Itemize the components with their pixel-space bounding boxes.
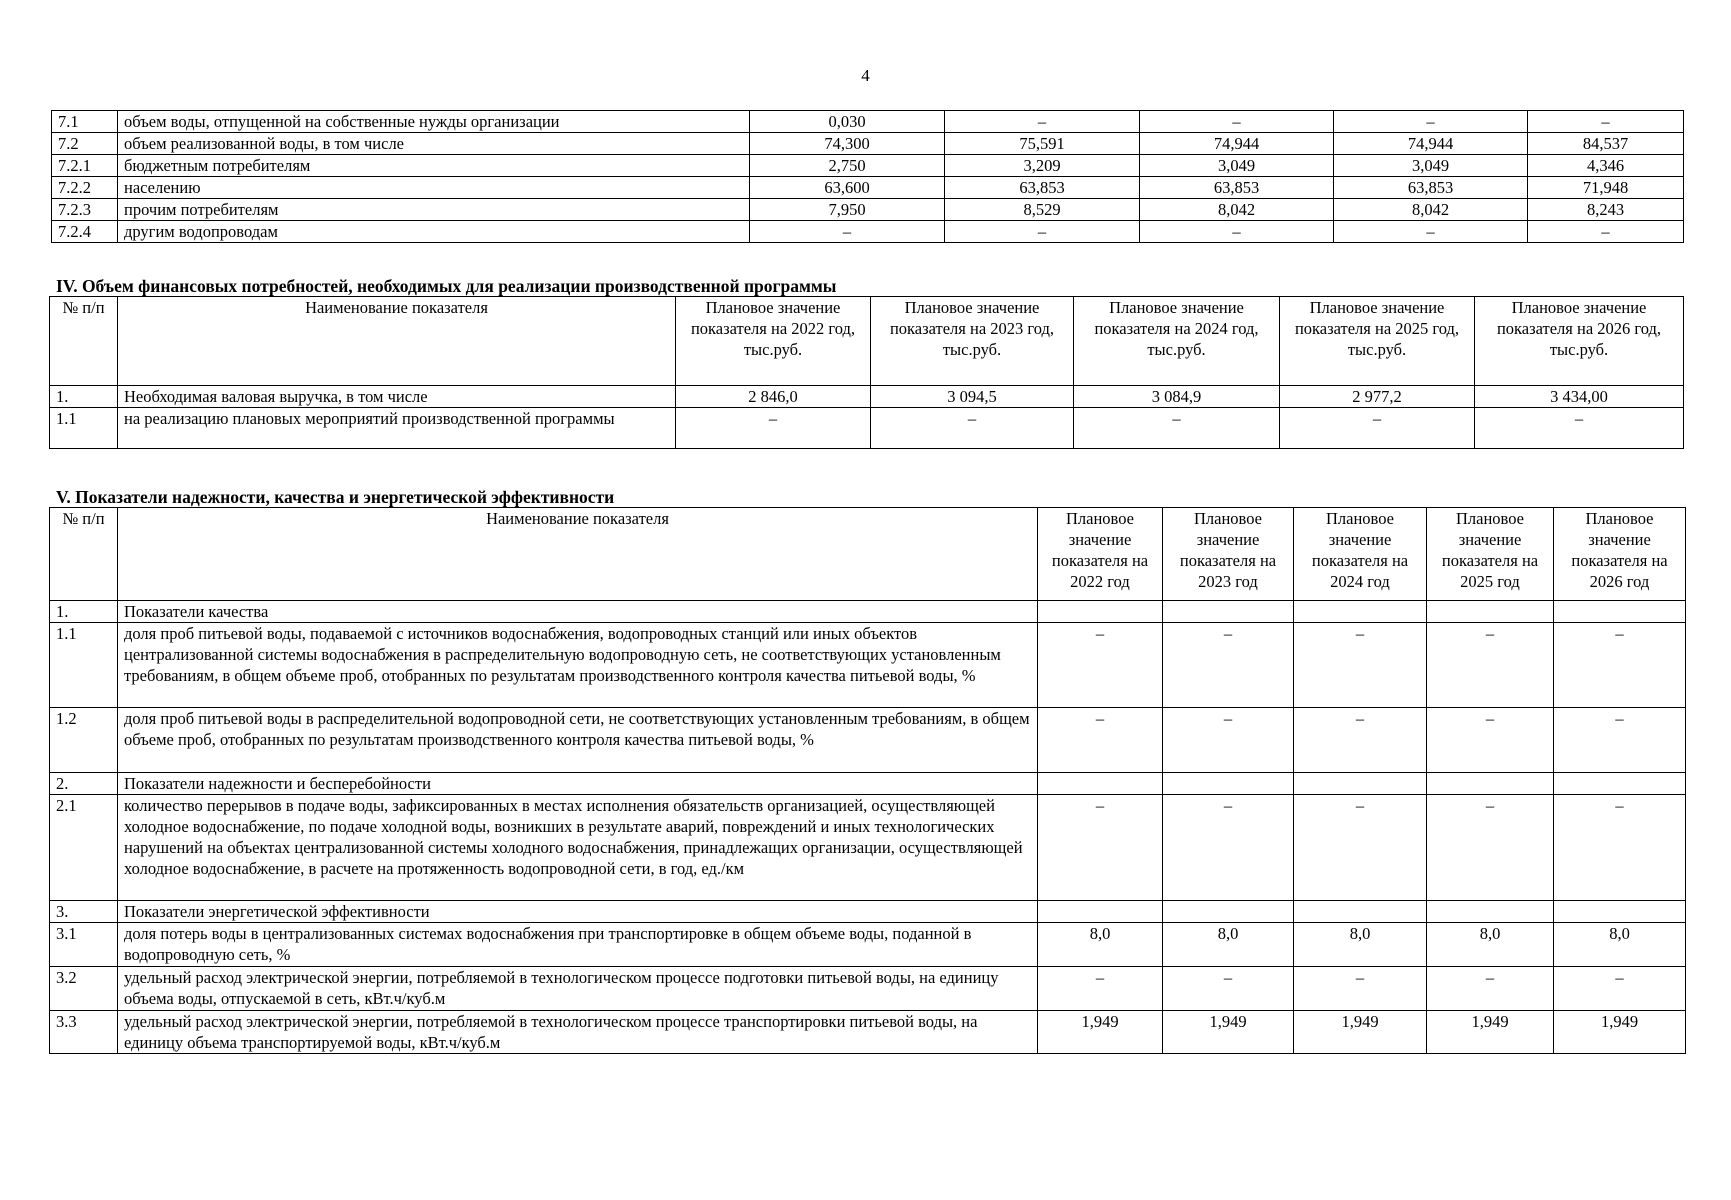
value-cell: – bbox=[1038, 708, 1163, 773]
value-cell: 3,209 bbox=[945, 155, 1140, 177]
value-cell: – bbox=[1038, 795, 1163, 901]
table-header-row bbox=[50, 297, 1684, 386]
value-cell: 63,600 bbox=[750, 177, 945, 199]
table-row bbox=[50, 795, 1686, 901]
value-cell: 3 084,9 bbox=[1074, 386, 1280, 408]
value-cell bbox=[1038, 773, 1163, 795]
row-number-cell: 2.1 bbox=[50, 795, 118, 901]
value-cell: – bbox=[1554, 795, 1686, 901]
value-cell: 7,950 bbox=[750, 199, 945, 221]
value-cell: – bbox=[1554, 708, 1686, 773]
table-row bbox=[50, 386, 1684, 408]
value-cell bbox=[1427, 901, 1554, 923]
row-number-cell: 1.1 bbox=[50, 623, 118, 708]
row-number-cell: 1.1 bbox=[50, 408, 118, 449]
row-name-cell: Показатели надежности и бесперебойности bbox=[118, 773, 1038, 795]
value-cell bbox=[1294, 901, 1427, 923]
value-cell: – bbox=[1074, 408, 1280, 449]
row-number-cell: 1. bbox=[50, 601, 118, 623]
value-cell: – bbox=[1427, 795, 1554, 901]
value-cell: 84,537 bbox=[1528, 133, 1684, 155]
value-cell: – bbox=[1038, 967, 1163, 1011]
col-header-num: № п/п bbox=[50, 297, 118, 386]
table-row bbox=[50, 623, 1686, 708]
value-cell: 63,853 bbox=[1140, 177, 1334, 199]
value-cell bbox=[1554, 901, 1686, 923]
value-cell: – bbox=[1038, 623, 1163, 708]
row-name-cell: другим водопроводам bbox=[118, 221, 750, 243]
value-cell: 0,030 bbox=[750, 111, 945, 133]
row-name-cell: доля проб питьевой воды в распределительной водопроводной сети, не соответствующих установленным требованиям, в общем объеме проб, отобранных по результатам производственного контроля качества питьевой воды, % bbox=[118, 708, 1038, 773]
table-row bbox=[50, 408, 1684, 449]
row-number-cell: 7.2.1 bbox=[52, 155, 118, 177]
value-cell: – bbox=[1528, 111, 1684, 133]
row-number-cell: 3.2 bbox=[50, 967, 118, 1011]
table-row bbox=[50, 901, 1686, 923]
row-name-cell: объем воды, отпущенной на собственные нужды организации bbox=[118, 111, 750, 133]
value-cell: – bbox=[1280, 408, 1475, 449]
value-cell: – bbox=[1140, 221, 1334, 243]
water-volume-table bbox=[51, 110, 1684, 243]
col-header-name: Наименование показателя bbox=[118, 297, 676, 386]
value-cell: – bbox=[1163, 795, 1294, 901]
section-4-title: IV. Объем финансовых потребностей, необходимых для реализации производственной программы bbox=[56, 276, 837, 296]
col-header-name: Наименование показателя bbox=[118, 508, 1038, 601]
page-number: 4 bbox=[861, 66, 870, 85]
value-cell: 1,949 bbox=[1554, 1011, 1686, 1054]
value-cell: 8,042 bbox=[1140, 199, 1334, 221]
value-cell: – bbox=[676, 408, 871, 449]
row-name-cell: объем реализованной воды, в том числе bbox=[118, 133, 750, 155]
value-cell: 8,529 bbox=[945, 199, 1140, 221]
value-cell: 8,042 bbox=[1334, 199, 1528, 221]
row-number-cell: 1. bbox=[50, 386, 118, 408]
value-cell: – bbox=[1334, 221, 1528, 243]
value-cell: – bbox=[1294, 967, 1427, 1011]
value-cell bbox=[1038, 601, 1163, 623]
row-name-cell: удельный расход электрической энергии, потребляемой в технологическом процессе подготовки питьевой воды, на единицу объема воды, отпускаемой в сеть, кВт.ч/куб.м bbox=[118, 967, 1038, 1011]
table-row bbox=[50, 708, 1686, 773]
col-header-2023: Плановое значение показателя на 2023 год bbox=[1163, 508, 1294, 601]
value-cell: 74,944 bbox=[1140, 133, 1334, 155]
value-cell bbox=[1294, 773, 1427, 795]
row-number-cell: 7.1 bbox=[52, 111, 118, 133]
value-cell: – bbox=[1427, 967, 1554, 1011]
value-cell bbox=[1294, 601, 1427, 623]
row-number-cell: 7.2 bbox=[52, 133, 118, 155]
value-cell bbox=[1163, 773, 1294, 795]
value-cell: 63,853 bbox=[1334, 177, 1528, 199]
col-header-num: № п/п bbox=[50, 508, 118, 601]
col-header-2024: Плановое значение показателя на 2024 год bbox=[1294, 508, 1427, 601]
table-row bbox=[50, 1011, 1686, 1054]
row-name-cell: прочим потребителям bbox=[118, 199, 750, 221]
row-name-cell: Показатели качества bbox=[118, 601, 1038, 623]
value-cell: 2,750 bbox=[750, 155, 945, 177]
value-cell: – bbox=[945, 111, 1140, 133]
value-cell bbox=[1554, 773, 1686, 795]
table-row bbox=[52, 111, 1684, 133]
value-cell: 63,853 bbox=[945, 177, 1140, 199]
value-cell: 8,0 bbox=[1427, 923, 1554, 967]
value-cell: 3 434,00 bbox=[1475, 386, 1684, 408]
value-cell: 1,949 bbox=[1163, 1011, 1294, 1054]
value-cell: – bbox=[1427, 623, 1554, 708]
value-cell: 1,949 bbox=[1427, 1011, 1554, 1054]
row-name-cell: количество перерывов в подаче воды, зафиксированных в местах исполнения обязательств организацией, осуществляющей холодное водоснабжение, по подаче холодной воды, возникших в результате аварий, повреждений и иных технологических нарушений на объектах централизованной системы холодного водоснабжения, принадлежащих организации, осуществляющей холодное водоснабжение, в расчете на протяженность водопроводной сети, в год, ед./км bbox=[118, 795, 1038, 901]
value-cell bbox=[1427, 773, 1554, 795]
col-header-2022: Плановое значение показателя на 2022 год bbox=[1038, 508, 1163, 601]
value-cell: 2 846,0 bbox=[676, 386, 871, 408]
value-cell: 8,0 bbox=[1554, 923, 1686, 967]
table-row bbox=[50, 773, 1686, 795]
col-header-2024: Плановое значение показателя на 2024 год, тыс.руб. bbox=[1074, 297, 1280, 386]
value-cell: – bbox=[945, 221, 1140, 243]
value-cell: 75,591 bbox=[945, 133, 1140, 155]
value-cell: – bbox=[1554, 623, 1686, 708]
row-number-cell: 7.2.4 bbox=[52, 221, 118, 243]
col-header-2025: Плановое значение показателя на 2025 год, тыс.руб. bbox=[1280, 297, 1475, 386]
row-number-cell: 3. bbox=[50, 901, 118, 923]
value-cell: 4,346 bbox=[1528, 155, 1684, 177]
value-cell: 8,243 bbox=[1528, 199, 1684, 221]
value-cell: – bbox=[1163, 708, 1294, 773]
col-header-2026: Плановое значение показателя на 2026 год, тыс.руб. bbox=[1475, 297, 1684, 386]
value-cell bbox=[1427, 601, 1554, 623]
row-name-cell: Необходимая валовая выручка, в том числе bbox=[118, 386, 676, 408]
row-number-cell: 3.1 bbox=[50, 923, 118, 967]
value-cell: – bbox=[1163, 967, 1294, 1011]
row-number-cell: 3.3 bbox=[50, 1011, 118, 1054]
value-cell: 74,300 bbox=[750, 133, 945, 155]
value-cell: – bbox=[1163, 623, 1294, 708]
table-row bbox=[52, 199, 1684, 221]
value-cell: 1,949 bbox=[1294, 1011, 1427, 1054]
value-cell: 1,949 bbox=[1038, 1011, 1163, 1054]
value-cell: 71,948 bbox=[1528, 177, 1684, 199]
row-name-cell: на реализацию плановых мероприятий производственной программы bbox=[118, 408, 676, 449]
value-cell: – bbox=[1427, 708, 1554, 773]
table-row bbox=[52, 155, 1684, 177]
row-name-cell: доля потерь воды в централизованных системах водоснабжения при транспортировке в общем объеме воды, поданной в водопроводную сеть, % bbox=[118, 923, 1038, 967]
col-header-2026: Плановое значение показателя на 2026 год bbox=[1554, 508, 1686, 601]
table-row bbox=[50, 601, 1686, 623]
row-name-cell: доля проб питьевой воды, подаваемой с источников водоснабжения, водопроводных станций или иных объектов централизованной системы водоснабжения в распределительную водопроводную сеть, не соответствующих установленным требованиям, в общем объеме проб, отобранных по результатам производственного контроля качества питьевой воды, % bbox=[118, 623, 1038, 708]
value-cell: – bbox=[1334, 111, 1528, 133]
value-cell: – bbox=[1554, 967, 1686, 1011]
col-header-2023: Плановое значение показателя на 2023 год, тыс.руб. bbox=[871, 297, 1074, 386]
table-header-row bbox=[50, 508, 1686, 601]
table-row bbox=[50, 967, 1686, 1011]
row-name-cell: удельный расход электрической энергии, потребляемой в технологическом процессе транспортировки питьевой воды, на единицу объема транспортируемой воды, кВт.ч/куб.м bbox=[118, 1011, 1038, 1054]
table-row bbox=[52, 133, 1684, 155]
value-cell: 8,0 bbox=[1163, 923, 1294, 967]
table-row bbox=[52, 221, 1684, 243]
row-name-cell: населению bbox=[118, 177, 750, 199]
value-cell bbox=[1038, 901, 1163, 923]
col-header-2022: Плановое значение показателя на 2022 год, тыс.руб. bbox=[676, 297, 871, 386]
value-cell bbox=[1163, 601, 1294, 623]
reliability-quality-table bbox=[49, 507, 1686, 1054]
value-cell: 8,0 bbox=[1294, 923, 1427, 967]
section-5-title: V. Показатели надежности, качества и энергетической эффективности bbox=[56, 487, 615, 507]
value-cell bbox=[1554, 601, 1686, 623]
financial-needs-table bbox=[49, 296, 1684, 449]
row-number-cell: 1.2 bbox=[50, 708, 118, 773]
value-cell: 3 094,5 bbox=[871, 386, 1074, 408]
value-cell: – bbox=[750, 221, 945, 243]
value-cell: 3,049 bbox=[1334, 155, 1528, 177]
table-row bbox=[52, 177, 1684, 199]
value-cell: – bbox=[1294, 795, 1427, 901]
row-number-cell: 7.2.2 bbox=[52, 177, 118, 199]
value-cell: – bbox=[1294, 708, 1427, 773]
value-cell: – bbox=[1528, 221, 1684, 243]
row-number-cell: 7.2.3 bbox=[52, 199, 118, 221]
row-name-cell: Показатели энергетической эффективности bbox=[118, 901, 1038, 923]
value-cell: 3,049 bbox=[1140, 155, 1334, 177]
value-cell: 8,0 bbox=[1038, 923, 1163, 967]
row-name-cell: бюджетным потребителям bbox=[118, 155, 750, 177]
value-cell: – bbox=[1294, 623, 1427, 708]
value-cell: 74,944 bbox=[1334, 133, 1528, 155]
value-cell bbox=[1163, 901, 1294, 923]
row-number-cell: 2. bbox=[50, 773, 118, 795]
col-header-2025: Плановое значение показателя на 2025 год bbox=[1427, 508, 1554, 601]
value-cell: – bbox=[871, 408, 1074, 449]
value-cell: – bbox=[1475, 408, 1684, 449]
value-cell: – bbox=[1140, 111, 1334, 133]
value-cell: 2 977,2 bbox=[1280, 386, 1475, 408]
table-row bbox=[50, 923, 1686, 967]
